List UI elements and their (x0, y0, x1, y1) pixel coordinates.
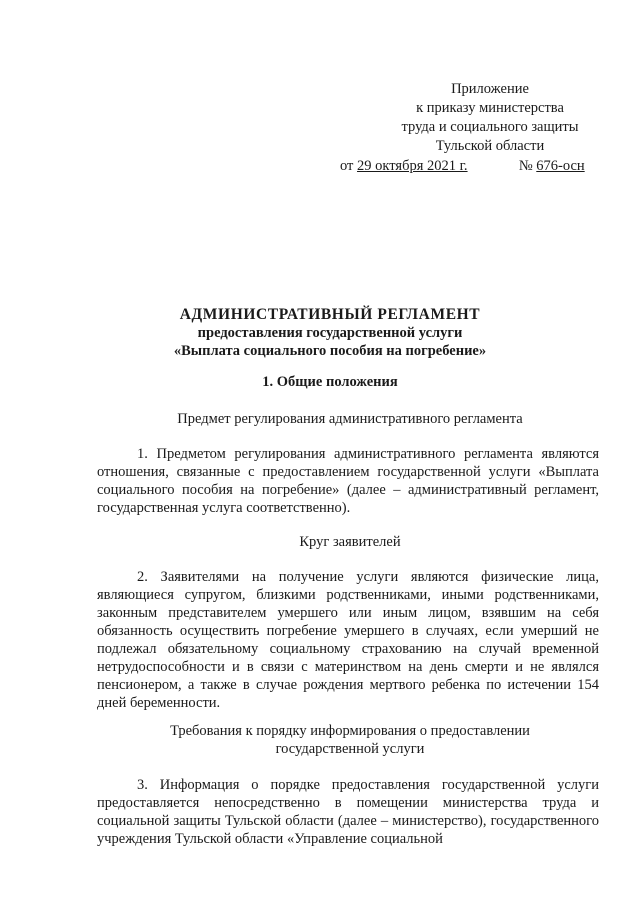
section-heading: 1. Общие положения (262, 374, 398, 390)
approval-stamp (340, 80, 600, 176)
paragraph-3: 3. Информация о порядке предоставления государственной услуги предоставляется непосредственно в помещении министерства труда и социальной защиты Тульской области (далее – министерство), государственного учреждения Тульской области «Управление социальной (97, 777, 599, 847)
approval-line-3: труда и социального защиты (401, 119, 579, 135)
title-line-3: «Выплата социального пособия на погребение» (173, 343, 487, 359)
order-line (340, 157, 600, 176)
approval-line-2: к приказу министерства (416, 100, 564, 116)
paragraph-1: 1. Предметом регулирования административного регламента являются отношения, связанные с предоставлением государственной услуги «Выплата социального пособия на погребение» (далее – административный регламент, государственная услуга соответственно). (97, 446, 599, 516)
order-from-label: от (340, 158, 354, 174)
order-number-label: № (518, 158, 533, 174)
applicants-heading: Круг заявителей (299, 534, 401, 550)
info-heading (100, 722, 600, 758)
approval-line-4: Тульской области (435, 138, 545, 154)
paragraph-2: 2. Заявителями на получение услуги являются физические лица, являющиеся супругом, близкими родственниками, иными родственниками, законным представителем умершего или иным лицом, взявшим на себя обязанность осуществить погребение умершего в случаях, если умерший не подлежал обязательному социальному страхованию на случай временной нетрудоспособности и в связи с материнством на день смерти и не являлся пенсионером, а также в случае рождения мертвого ребенка по истечении 154 дней беременности. (97, 569, 599, 711)
document-title (100, 305, 560, 360)
title-main: АДМИНИСТРАТИВНЫЙ РЕГЛАМЕНТ (179, 306, 481, 323)
order-date: 29 октября 2021 г. (357, 158, 468, 174)
approval-line-1: Приложение (451, 81, 529, 97)
info-heading-line-1: Требования к порядку информирования о предоставлении (170, 723, 530, 739)
order-number: 676-осн (536, 158, 585, 174)
info-heading-line-2: государственной услуги (275, 741, 425, 757)
subject-heading: Предмет регулирования административного регламента (177, 411, 523, 427)
title-line-2: предоставления государственной услуги (197, 325, 463, 341)
